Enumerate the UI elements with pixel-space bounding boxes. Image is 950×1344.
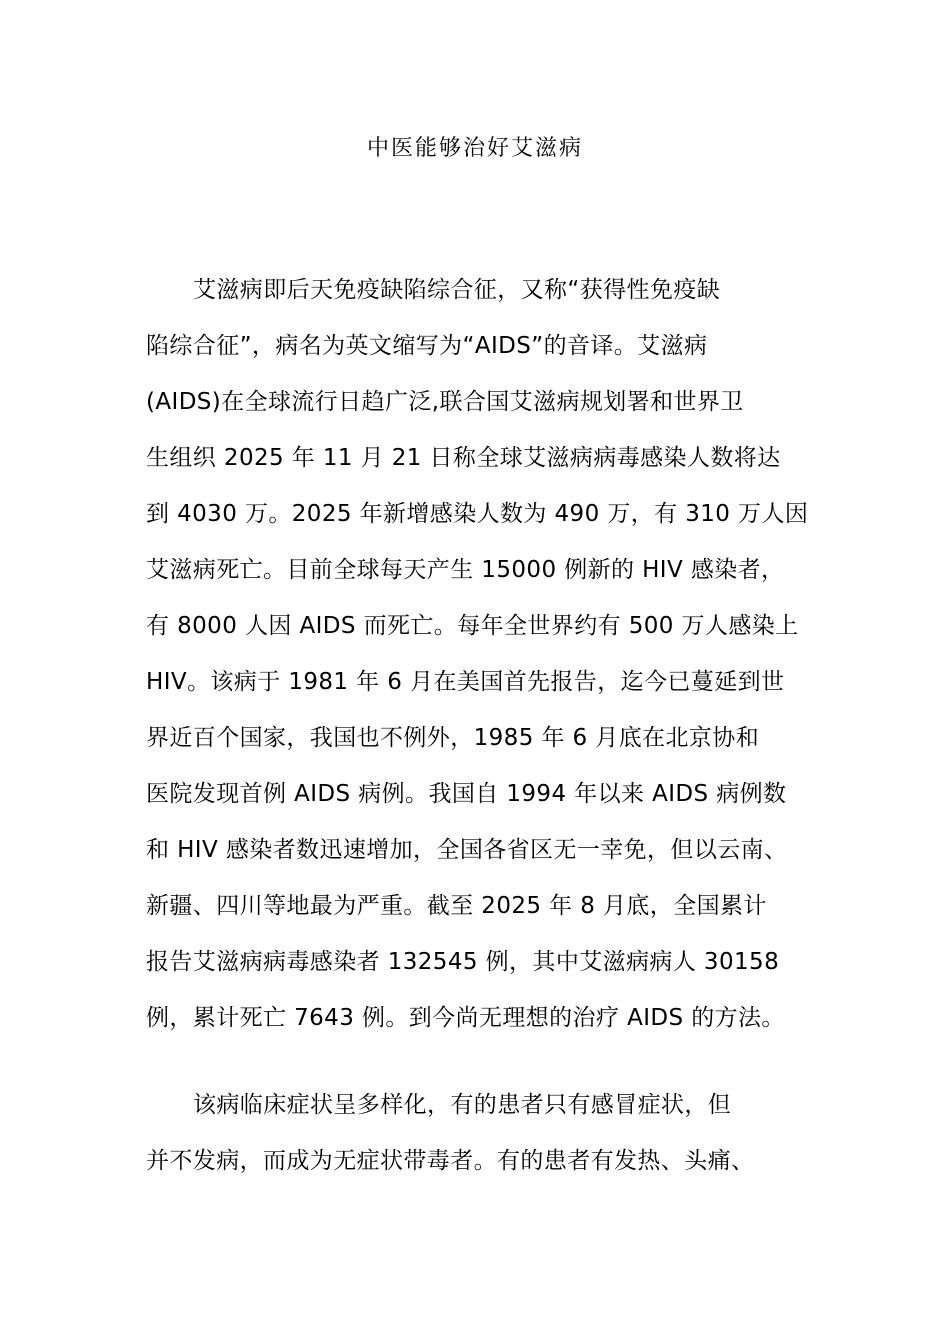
paragraph-line: 报告艾滋病病毒感染者 132545 例，其中艾滋病病人 30158 [146,949,780,975]
paragraph-line: 到 4030 万。2025 年新增感染人数为 490 万，有 310 万人因 [146,501,809,527]
paragraph-line: 陷综合征”，病名为英文缩写为“AIDS”的音译。艾滋病 [146,333,708,359]
paragraph-1 [146,262,846,1046]
paragraph-line: 该病临床症状呈多样化，有的患者只有感冒症状，但 [193,1092,732,1118]
paragraph-line: 例，累计死亡 7643 例。到今尚无理想的治疗 AIDS 的方法。 [146,1005,785,1031]
paragraph-line: 艾滋病即后天免疫缺陷综合征，又称“获得性免疫缺 [193,277,721,303]
paragraph-line: 有 8000 人因 AIDS 而死亡。每年全世界约有 500 万人感染上 [146,613,799,639]
paragraph-line: 界近百个国家，我国也不例外，1985 年 6 月底在北京协和 [146,725,760,751]
paragraph-2 [146,1077,846,1189]
paragraph-line: HIV。该病于 1981 年 6 月在美国首先报告，迄今已蔓延到世 [146,669,785,695]
paragraph-line: (AIDS)在全球流行日趋广泛,联合国艾滋病规划署和世界卫 [146,389,744,415]
paragraph-line: 生组织 2025 年 11 月 21 日称全球艾滋病病毒感染人数将达 [146,445,781,471]
paragraph-line: 并不发病，而成为无症状带毒者。有的患者有发热、头痛、 [146,1148,755,1174]
paragraph-line: 医院发现首例 AIDS 病例。我国自 1994 年以来 AIDS 病例数 [146,781,787,807]
paragraph-line: 新疆、四川等地最为严重。截至 2025 年 8 月底，全国累计 [146,893,767,919]
document-title: 中医能够治好艾滋病 [366,136,583,161]
paragraph-line: 艾滋病死亡。目前全球每天产生 15000 例新的 HIV 感染者， [146,557,785,583]
paragraph-line: 和 HIV 感染者数迅速增加，全国各省区无一幸免，但以云南、 [146,837,788,863]
